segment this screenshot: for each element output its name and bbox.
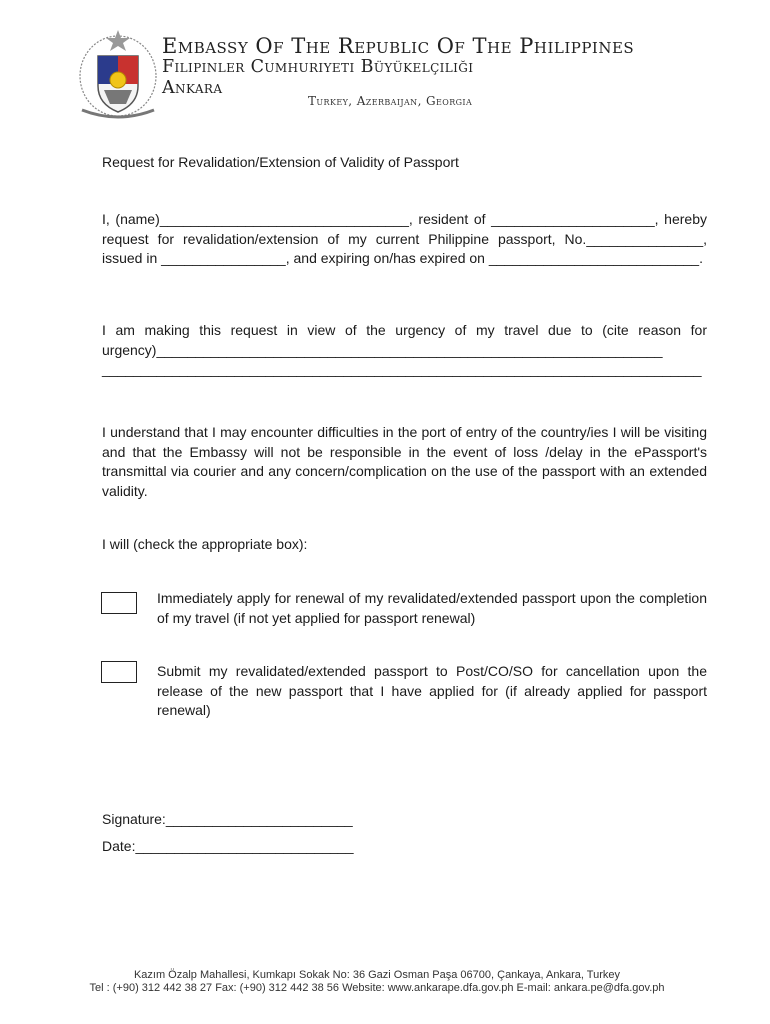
embassy-city: Ankara: [162, 78, 223, 98]
embassy-jurisdiction: Turkey, Azerbaijan, Georgia: [308, 94, 473, 108]
checkbox-instruction: I will (check the appropriate box):: [102, 536, 308, 552]
cancellation-checkbox[interactable]: [101, 661, 137, 683]
acknowledgement-paragraph: I understand that I may encounter difficulties in the port of entry of the country/ies I will be visiting and that the Embassy will not be responsible in the event of loss /delay in the ePassport's transmittal via courier and any concern/complication on the use of the passport with an extended validity.: [102, 424, 707, 499]
signature-field[interactable]: Signature:________________________: [102, 811, 353, 827]
document-title: Request for Revalidation/Extension of Validity of Passport: [102, 154, 459, 170]
date-field[interactable]: Date:____________________________: [102, 838, 354, 854]
embassy-name-english: Embassy Of The Republic Of The Philippines: [162, 34, 635, 58]
renewal-checkbox[interactable]: [101, 592, 137, 614]
embassy-name-turkish: Filipinler Cumhuriyeti Büyükelçiliği: [162, 57, 474, 77]
applicant-details-paragraph: I, (name)________________________________, resident of _____________________, hereby request for revalidation/extension of my current Philippine passport, No._______________, issued in ________________, and expiring on/has expired on ___________________________.: [102, 211, 707, 266]
cancellation-option-text: Submit my revalidated/extended passport to Post/CO/SO for cancellation upon the release of the new passport that I have applied for (if already applied for passport renewal): [157, 663, 707, 718]
philippine-seal-icon: [76, 24, 160, 122]
footer-address: Kazım Özalp Mahallesi, Kumkapı Sokak No: 36 Gazi Osman Paşa 06700, Çankaya, Ankara, Turkey: [133, 969, 621, 981]
footer-contact: Tel : (+90) 312 442 38 27 Fax: (+90) 312 442 38 56 Website: www.ankarape.dfa.gov.ph E-mail: ankara.pe@dfa.gov.ph: [89, 982, 665, 994]
urgency-reason-paragraph: I am making this request in view of the urgency of my travel due to (cite reason for urgency)_________________________________________________________________ _____________________________________________________________________________: [102, 322, 707, 377]
renewal-option-text: Immediately apply for renewal of my revalidated/extended passport upon the completion of my travel (if not yet applied for passport renewal): [157, 590, 707, 626]
